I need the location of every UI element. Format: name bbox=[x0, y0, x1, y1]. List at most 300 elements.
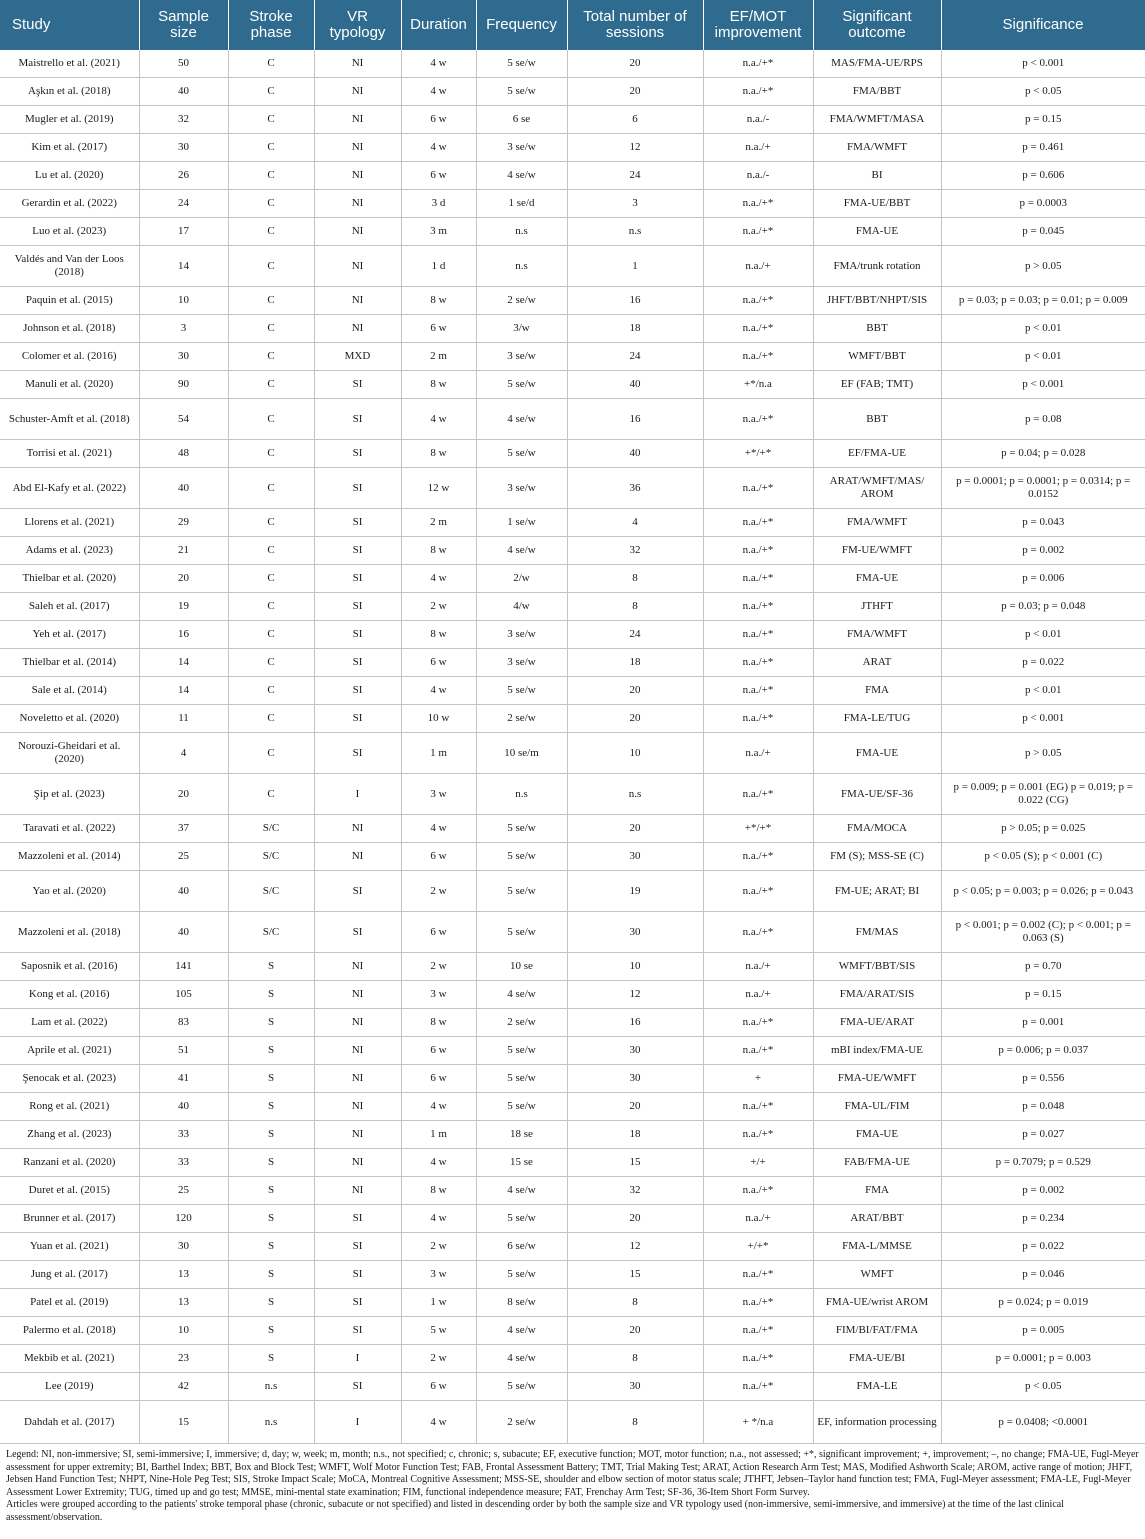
table-cell: p = 0.046 bbox=[941, 1261, 1145, 1289]
table-cell: 6 w bbox=[401, 1373, 476, 1401]
table-row bbox=[0, 468, 1145, 509]
column-header: EF/MOT improvement bbox=[703, 0, 813, 50]
table-cell: n.a./+* bbox=[703, 537, 813, 565]
table-row bbox=[0, 593, 1145, 621]
table-cell: 13 bbox=[139, 1289, 228, 1317]
table-cell: Luo et al. (2023) bbox=[0, 218, 139, 246]
table-cell: S/C bbox=[228, 912, 314, 953]
table-cell: 10 se bbox=[476, 953, 567, 981]
table-cell: 8 bbox=[567, 1401, 703, 1444]
table-cell: Aprile et al. (2021) bbox=[0, 1037, 139, 1065]
table-cell: SI bbox=[314, 565, 401, 593]
table-cell: 33 bbox=[139, 1149, 228, 1177]
table-cell: 8 w bbox=[401, 1009, 476, 1037]
table-cell: FMA-UE/wrist AROM bbox=[813, 1289, 941, 1317]
table-cell: p = 0.70 bbox=[941, 953, 1145, 981]
table-cell: 20 bbox=[567, 1093, 703, 1121]
table-cell: n.a./+* bbox=[703, 315, 813, 343]
table-cell: n.a./+* bbox=[703, 621, 813, 649]
table-cell: 24 bbox=[567, 162, 703, 190]
table-cell: p = 0.0003 bbox=[941, 190, 1145, 218]
column-header: Stroke phase bbox=[228, 0, 314, 50]
table-cell: p = 0.15 bbox=[941, 106, 1145, 134]
table-cell: Aşkın et al. (2018) bbox=[0, 78, 139, 106]
table-cell: C bbox=[228, 287, 314, 315]
table-cell: 30 bbox=[567, 1065, 703, 1093]
table-row bbox=[0, 705, 1145, 733]
table-cell: n.a./+* bbox=[703, 190, 813, 218]
table-cell: NI bbox=[314, 162, 401, 190]
table-cell: 33 bbox=[139, 1121, 228, 1149]
table-row bbox=[0, 190, 1145, 218]
table-cell: BI bbox=[813, 162, 941, 190]
table-cell: 20 bbox=[567, 1317, 703, 1345]
table-cell: 4 se/w bbox=[476, 981, 567, 1009]
table-cell: n.a./+* bbox=[703, 565, 813, 593]
table-cell: 15 bbox=[139, 1401, 228, 1444]
table-cell: 2/w bbox=[476, 565, 567, 593]
table-cell: p = 0.556 bbox=[941, 1065, 1145, 1093]
table-cell: I bbox=[314, 1401, 401, 1444]
table-cell: Taravati et al. (2022) bbox=[0, 815, 139, 843]
table-cell: FMA-UL/FIM bbox=[813, 1093, 941, 1121]
table-cell: Schuster-Amft et al. (2018) bbox=[0, 399, 139, 440]
table-cell: C bbox=[228, 190, 314, 218]
table-cell: p = 0.04; p = 0.028 bbox=[941, 440, 1145, 468]
column-header: Study bbox=[0, 0, 139, 50]
table-cell: 83 bbox=[139, 1009, 228, 1037]
table-row bbox=[0, 50, 1145, 78]
table-cell: C bbox=[228, 50, 314, 78]
table-cell: Thielbar et al. (2020) bbox=[0, 565, 139, 593]
column-header: Significance bbox=[941, 0, 1145, 50]
table-row bbox=[0, 1037, 1145, 1065]
table-cell: 15 se bbox=[476, 1149, 567, 1177]
table-cell: 4 se/w bbox=[476, 1345, 567, 1373]
table-cell: Llorens et al. (2021) bbox=[0, 509, 139, 537]
table-cell: p = 0.006 bbox=[941, 565, 1145, 593]
table-cell: Torrisi et al. (2021) bbox=[0, 440, 139, 468]
table-row bbox=[0, 815, 1145, 843]
table-cell: p = 0.002 bbox=[941, 1177, 1145, 1205]
table-cell: 3 se/w bbox=[476, 468, 567, 509]
table-cell: NI bbox=[314, 134, 401, 162]
table-cell: 17 bbox=[139, 218, 228, 246]
column-header: Total number of sessions bbox=[567, 0, 703, 50]
table-cell: S bbox=[228, 1093, 314, 1121]
table-cell: C bbox=[228, 162, 314, 190]
table-cell: NI bbox=[314, 50, 401, 78]
table-cell: p < 0.01 bbox=[941, 677, 1145, 705]
table-cell: 10 se/m bbox=[476, 733, 567, 774]
table-cell: n.a./+* bbox=[703, 843, 813, 871]
table-cell: C bbox=[228, 106, 314, 134]
table-cell: p = 0.461 bbox=[941, 134, 1145, 162]
table-cell: p = 0.234 bbox=[941, 1205, 1145, 1233]
table-cell: 8 w bbox=[401, 371, 476, 399]
table-cell: FMA-L/MMSE bbox=[813, 1233, 941, 1261]
table-cell: 2 se/w bbox=[476, 287, 567, 315]
table-row bbox=[0, 218, 1145, 246]
table-cell: S/C bbox=[228, 871, 314, 912]
table-cell: + bbox=[703, 1065, 813, 1093]
table-cell: FMA/ARAT/SIS bbox=[813, 981, 941, 1009]
table-cell: NI bbox=[314, 106, 401, 134]
table-cell: FMA-LE/TUG bbox=[813, 705, 941, 733]
table-cell: NI bbox=[314, 218, 401, 246]
column-header: Frequency bbox=[476, 0, 567, 50]
table-cell: 5 se/w bbox=[476, 50, 567, 78]
table-cell: 8 bbox=[567, 1289, 703, 1317]
table-cell: 2 se/w bbox=[476, 1401, 567, 1444]
table-cell: 18 bbox=[567, 1121, 703, 1149]
table-row bbox=[0, 912, 1145, 953]
table-cell: n.a./+ bbox=[703, 733, 813, 774]
table-cell: 4 w bbox=[401, 78, 476, 106]
table-cell: 4 w bbox=[401, 1149, 476, 1177]
table-cell: 20 bbox=[567, 50, 703, 78]
table-cell: NI bbox=[314, 1177, 401, 1205]
table-cell: 10 bbox=[567, 733, 703, 774]
table-cell: FMA/trunk rotation bbox=[813, 246, 941, 287]
table-cell: 14 bbox=[139, 649, 228, 677]
table-cell: p < 0.01 bbox=[941, 343, 1145, 371]
table-cell: NI bbox=[314, 190, 401, 218]
table-cell: Manuli et al. (2020) bbox=[0, 371, 139, 399]
table-cell: 3 bbox=[139, 315, 228, 343]
table-cell: 32 bbox=[567, 537, 703, 565]
table-cell: n.a./+* bbox=[703, 399, 813, 440]
table-row bbox=[0, 981, 1145, 1009]
table-cell: C bbox=[228, 565, 314, 593]
table-legend bbox=[0, 1444, 1145, 1524]
table-cell: 2 m bbox=[401, 509, 476, 537]
table-cell: 13 bbox=[139, 1261, 228, 1289]
table-cell: C bbox=[228, 593, 314, 621]
table-cell: n.a./- bbox=[703, 162, 813, 190]
table-cell: 4 w bbox=[401, 134, 476, 162]
table-cell: S/C bbox=[228, 815, 314, 843]
table-cell: SI bbox=[314, 371, 401, 399]
table-cell: 141 bbox=[139, 953, 228, 981]
table-row bbox=[0, 677, 1145, 705]
table-row bbox=[0, 774, 1145, 815]
table-cell: FAB/FMA-UE bbox=[813, 1149, 941, 1177]
table-cell: 1 se/w bbox=[476, 509, 567, 537]
table-cell: n.a./+ bbox=[703, 981, 813, 1009]
table-cell: p < 0.001 bbox=[941, 705, 1145, 733]
table-cell: NI bbox=[314, 315, 401, 343]
table-cell: 6 w bbox=[401, 649, 476, 677]
table-cell: +*/n.a bbox=[703, 371, 813, 399]
table-cell: 10 bbox=[139, 1317, 228, 1345]
table-cell: 40 bbox=[567, 440, 703, 468]
table-cell: 5 se/w bbox=[476, 677, 567, 705]
table-cell: 105 bbox=[139, 981, 228, 1009]
table-cell: 8 bbox=[567, 565, 703, 593]
table-cell: WMFT/BBT/SIS bbox=[813, 953, 941, 981]
table-body bbox=[0, 50, 1145, 1444]
table-cell: n.s bbox=[476, 246, 567, 287]
table-cell: NI bbox=[314, 287, 401, 315]
table-cell: p = 0.022 bbox=[941, 1233, 1145, 1261]
table-cell: JHFT/BBT/NHPT/SIS bbox=[813, 287, 941, 315]
table-cell: 4 w bbox=[401, 677, 476, 705]
table-row bbox=[0, 399, 1145, 440]
table-cell: FM/MAS bbox=[813, 912, 941, 953]
table-cell: 29 bbox=[139, 509, 228, 537]
table-cell: 30 bbox=[567, 843, 703, 871]
table-cell: NI bbox=[314, 843, 401, 871]
table-cell: 4 bbox=[139, 733, 228, 774]
table-cell: + */n.a bbox=[703, 1401, 813, 1444]
table-cell: SI bbox=[314, 677, 401, 705]
table-cell: 24 bbox=[567, 343, 703, 371]
table-cell: Yao et al. (2020) bbox=[0, 871, 139, 912]
table-row bbox=[0, 1149, 1145, 1177]
table-cell: JTHFT bbox=[813, 593, 941, 621]
table-cell: NI bbox=[314, 1065, 401, 1093]
table-row bbox=[0, 1373, 1145, 1401]
legend-text: Legend: NI, non-immersive; SI, semi-immersive; I, immersive; d, day; w, week; m, month; n.s., not specified; c, chronic; s, subacute; EF, executive function; MOT, motor function; n.a., not assessed; +*, significant improvement; +, improvement; –, no change; FMA-UE, Fugl-Meyer assessment for upper extremity; BI, Barthel Index; BBT, Box and Block Test; WMFT, Wolf Motor Function Test; FAB, Frontal Assessment Battery; TMT, Trial Making Test; ARAT, Action Research Arm Test; MAS, Modified Ashworth Scale; AROM, active range of motion; JHFT, Jebsen Hand Function Test; NHPT, Nine-Hole Peg Test; SIS, Stroke Impact Scale; MoCA, Montreal Cognitive Assessment; MSS-SE, shoulder and elbow section of motor status scale; JTHFT, Jebsen–Taylor hand function test; FMA, Fugl-Meyer assessment; FMA-LE, Fugl-Meyer Assessment Lower Extremity; TUG, timed up and go test; MMSE, mini-mental state examination; FIM, functional independence measure; FAT, Frenchay Arm Test; SF-36, 36-Item Short Form Survey. bbox=[6, 1449, 1139, 1498]
table-cell: +/+ bbox=[703, 1149, 813, 1177]
table-cell: n.a./+* bbox=[703, 1373, 813, 1401]
table-cell: BBT bbox=[813, 315, 941, 343]
table-cell: 14 bbox=[139, 246, 228, 287]
table-cell: WMFT bbox=[813, 1261, 941, 1289]
table-cell: 4 se/w bbox=[476, 1177, 567, 1205]
table-cell: Mugler et al. (2019) bbox=[0, 106, 139, 134]
table-cell: n.s bbox=[228, 1373, 314, 1401]
table-cell: 12 bbox=[567, 134, 703, 162]
table-cell: ARAT/WMFT/MAS/ AROM bbox=[813, 468, 941, 509]
table-cell: 16 bbox=[567, 399, 703, 440]
table-cell: Zhang et al. (2023) bbox=[0, 1121, 139, 1149]
table-cell: n.a./+* bbox=[703, 50, 813, 78]
table-cell: n.s bbox=[476, 774, 567, 815]
table-cell: C bbox=[228, 371, 314, 399]
table-cell: 120 bbox=[139, 1205, 228, 1233]
table-cell: Rong et al. (2021) bbox=[0, 1093, 139, 1121]
table-cell: p = 0.001 bbox=[941, 1009, 1145, 1037]
table-cell: I bbox=[314, 1345, 401, 1373]
table-cell: 6 w bbox=[401, 315, 476, 343]
table-cell: Jung et al. (2017) bbox=[0, 1261, 139, 1289]
table-cell: S bbox=[228, 1233, 314, 1261]
table-cell: +*/+* bbox=[703, 815, 813, 843]
table-cell: 4 w bbox=[401, 815, 476, 843]
table-cell: Noveletto et al. (2020) bbox=[0, 705, 139, 733]
table-cell: NI bbox=[314, 1093, 401, 1121]
table-cell: C bbox=[228, 440, 314, 468]
table-cell: 26 bbox=[139, 162, 228, 190]
table-cell: 30 bbox=[139, 1233, 228, 1261]
table-cell: Palermo et al. (2018) bbox=[0, 1317, 139, 1345]
table-cell: 8 w bbox=[401, 1177, 476, 1205]
table-cell: BBT bbox=[813, 399, 941, 440]
table-cell: FMA/WMFT bbox=[813, 509, 941, 537]
table-cell: 5 se/w bbox=[476, 371, 567, 399]
table-cell: n.a./+ bbox=[703, 246, 813, 287]
table-cell: 32 bbox=[567, 1177, 703, 1205]
table-cell: SI bbox=[314, 1289, 401, 1317]
table-cell: SI bbox=[314, 1373, 401, 1401]
table-cell: 4/w bbox=[476, 593, 567, 621]
table-cell: 1 se/d bbox=[476, 190, 567, 218]
table-row bbox=[0, 106, 1145, 134]
table-row bbox=[0, 953, 1145, 981]
table-cell: 40 bbox=[139, 871, 228, 912]
table-cell: NI bbox=[314, 1037, 401, 1065]
table-cell: NI bbox=[314, 246, 401, 287]
table-cell: 37 bbox=[139, 815, 228, 843]
table-cell: mBI index/FMA-UE bbox=[813, 1037, 941, 1065]
table-cell: Sale et al. (2014) bbox=[0, 677, 139, 705]
table-cell: n.a./+* bbox=[703, 1261, 813, 1289]
table-cell: 3 w bbox=[401, 1261, 476, 1289]
column-header: Sample size bbox=[139, 0, 228, 50]
table-cell: NI bbox=[314, 1009, 401, 1037]
table-cell: NI bbox=[314, 981, 401, 1009]
table-cell: p > 0.05; p = 0.025 bbox=[941, 815, 1145, 843]
table-cell: 40 bbox=[139, 468, 228, 509]
table-cell: 4 w bbox=[401, 1093, 476, 1121]
table-row bbox=[0, 1345, 1145, 1373]
table-cell: S/C bbox=[228, 843, 314, 871]
table-cell: n.a./- bbox=[703, 106, 813, 134]
table-cell: 6 w bbox=[401, 1065, 476, 1093]
table-cell: p = 0.0408; <0.0001 bbox=[941, 1401, 1145, 1444]
table-cell: n.a./+* bbox=[703, 593, 813, 621]
table-cell: 19 bbox=[139, 593, 228, 621]
table-cell: p = 0.606 bbox=[941, 162, 1145, 190]
table-cell: p = 0.048 bbox=[941, 1093, 1145, 1121]
table-cell: 1 bbox=[567, 246, 703, 287]
table-cell: FMA bbox=[813, 677, 941, 705]
table-cell: 20 bbox=[567, 815, 703, 843]
table-cell: Paquin et al. (2015) bbox=[0, 287, 139, 315]
table-cell: NI bbox=[314, 1149, 401, 1177]
table-cell: S bbox=[228, 1149, 314, 1177]
table-row bbox=[0, 733, 1145, 774]
table-cell: n.s bbox=[567, 774, 703, 815]
table-cell: Kim et al. (2017) bbox=[0, 134, 139, 162]
table-cell: 3 se/w bbox=[476, 621, 567, 649]
table-cell: 5 se/w bbox=[476, 1037, 567, 1065]
table-cell: 6 bbox=[567, 106, 703, 134]
table-cell: Yuan et al. (2021) bbox=[0, 1233, 139, 1261]
table-cell: p < 0.001 bbox=[941, 371, 1145, 399]
table-cell: Gerardin et al. (2022) bbox=[0, 190, 139, 218]
table-cell: 1 m bbox=[401, 733, 476, 774]
table-cell: FMA/WMFT bbox=[813, 134, 941, 162]
table-cell: SI bbox=[314, 733, 401, 774]
table-cell: C bbox=[228, 218, 314, 246]
table-cell: Yeh et al. (2017) bbox=[0, 621, 139, 649]
table-cell: n.a./+* bbox=[703, 218, 813, 246]
table-cell: 10 bbox=[139, 287, 228, 315]
table-cell: 5 se/w bbox=[476, 843, 567, 871]
table-row bbox=[0, 1317, 1145, 1345]
table-cell: n.a./+* bbox=[703, 78, 813, 106]
table-cell: 18 se bbox=[476, 1121, 567, 1149]
column-header: Significant outcome bbox=[813, 0, 941, 50]
table-cell: SI bbox=[314, 593, 401, 621]
table-cell: 30 bbox=[139, 134, 228, 162]
table-cell: 2 se/w bbox=[476, 1009, 567, 1037]
table-cell: SI bbox=[314, 468, 401, 509]
table-cell: 3 bbox=[567, 190, 703, 218]
table-cell: S bbox=[228, 981, 314, 1009]
table-cell: FMA-LE bbox=[813, 1373, 941, 1401]
table-cell: WMFT/BBT bbox=[813, 343, 941, 371]
table-cell: FMA/WMFT/MASA bbox=[813, 106, 941, 134]
table-cell: 5 se/w bbox=[476, 871, 567, 912]
table-row bbox=[0, 162, 1145, 190]
table-cell: p = 0.002 bbox=[941, 537, 1145, 565]
table-cell: 20 bbox=[567, 78, 703, 106]
table-cell: 14 bbox=[139, 677, 228, 705]
table-cell: 16 bbox=[567, 287, 703, 315]
table-cell: MXD bbox=[314, 343, 401, 371]
table-row bbox=[0, 1009, 1145, 1037]
table-cell: p < 0.05; p = 0.003; p = 0.026; p = 0.043 bbox=[941, 871, 1145, 912]
table-cell: n.a./+* bbox=[703, 509, 813, 537]
table-cell: n.a./+* bbox=[703, 287, 813, 315]
table-cell: C bbox=[228, 649, 314, 677]
table-cell: 2 m bbox=[401, 343, 476, 371]
table-row bbox=[0, 1233, 1145, 1261]
table-cell: 3 w bbox=[401, 774, 476, 815]
table-cell: 10 w bbox=[401, 705, 476, 733]
table-cell: C bbox=[228, 399, 314, 440]
table-cell: p = 0.024; p = 0.019 bbox=[941, 1289, 1145, 1317]
table-cell: 32 bbox=[139, 106, 228, 134]
table-cell: n.a./+* bbox=[703, 1345, 813, 1373]
table-cell: FMA/BBT bbox=[813, 78, 941, 106]
table-cell: FM-UE/WMFT bbox=[813, 537, 941, 565]
table-cell: NI bbox=[314, 78, 401, 106]
table-cell: n.a./+* bbox=[703, 1289, 813, 1317]
table-cell: 42 bbox=[139, 1373, 228, 1401]
table-cell: FMA-UE/BI bbox=[813, 1345, 941, 1373]
table-cell: n.a./+* bbox=[703, 649, 813, 677]
table-row bbox=[0, 343, 1145, 371]
table-cell: SI bbox=[314, 871, 401, 912]
table-cell: NI bbox=[314, 1121, 401, 1149]
table-cell: Lam et al. (2022) bbox=[0, 1009, 139, 1037]
table-cell: 5 se/w bbox=[476, 78, 567, 106]
table-cell: 20 bbox=[567, 705, 703, 733]
table-cell: SI bbox=[314, 440, 401, 468]
table-cell: 20 bbox=[567, 1205, 703, 1233]
table-cell: 5 se/w bbox=[476, 815, 567, 843]
table-cell: n.s bbox=[228, 1401, 314, 1444]
table-cell: S bbox=[228, 1009, 314, 1037]
table-row bbox=[0, 537, 1145, 565]
table-row bbox=[0, 1121, 1145, 1149]
table-cell: S bbox=[228, 1345, 314, 1373]
table-cell: 3 d bbox=[401, 190, 476, 218]
table-cell: FMA-UE bbox=[813, 1121, 941, 1149]
table-cell: 5 se/w bbox=[476, 1065, 567, 1093]
table-cell: EF/FMA-UE bbox=[813, 440, 941, 468]
table-row bbox=[0, 565, 1145, 593]
table-cell: p = 0.009; p = 0.001 (EG) p = 0.019; p = 0.022 (CG) bbox=[941, 774, 1145, 815]
table-cell: 40 bbox=[139, 912, 228, 953]
table-cell: n.a./+* bbox=[703, 705, 813, 733]
table-cell: 15 bbox=[567, 1149, 703, 1177]
